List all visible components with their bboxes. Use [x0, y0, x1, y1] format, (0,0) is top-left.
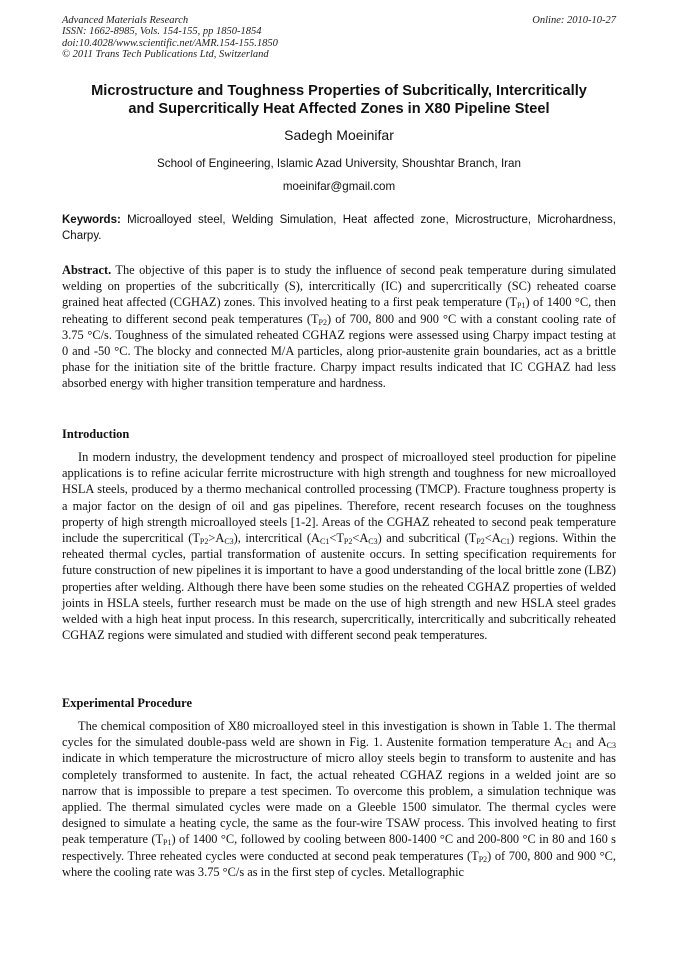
abstract-label: Abstract. — [62, 263, 112, 277]
subscript: P2 — [343, 537, 353, 547]
introduction-paragraph — [62, 449, 616, 643]
author-affiliation: School of Engineering, Islamic Azad University, Shoushtar Branch, Iran — [157, 157, 521, 170]
intro-text: <A — [484, 531, 501, 546]
journal-name: Advanced Materials Research — [62, 15, 189, 26]
exp-text: ) of 1400 °C, followed by cooling between 800-1400 °C and 200-800 °C in 80 and 160 s respectively. Three reheated cycles were conducted at second peak temperatures (T — [62, 832, 616, 863]
subscript: C1 — [319, 537, 330, 547]
exp-text: indicate in which temperature the microstructure of micro alloy steels begin to transform to austenite and has completely transformed to austenite. In fact, the actual reheated CGHAZ regions in a welded joint are so narrow that is impossible to prepare a test specimen. To overcome this problem, a simulation technique was applied. The thermal simulated cycles were made on a Gleeble 1500 simulator. The thermal cycles were designed to simulate a heating cycle, the same as the four-wire TSAW process. This involved heating to first peak temperature (T — [62, 751, 616, 847]
keywords-text: Microalloyed steel, Welding Simulation, Heat affected zone, Microstructure, Microhardness, Charpy. — [62, 214, 616, 242]
title-line-1: Microstructure and Toughness Properties of Subcritically, Intercritically — [91, 83, 587, 99]
subscript: P2 — [478, 854, 488, 864]
doi-line: doi:10.4028/www.scientific.net/AMR.154-155.1850 — [62, 37, 278, 49]
subscript: P1 — [163, 838, 172, 848]
subscript: C3 — [606, 741, 616, 751]
online-date: Online: 2010-10-27 — [532, 15, 616, 26]
intro-text: ), intercritical (A — [233, 531, 320, 546]
intro-text: <A — [352, 531, 369, 546]
issn-line: ISSN: 1662-8985, Vols. 154-155, pp 1850-1854 — [62, 26, 262, 38]
author-name: Sadegh Moeinifar — [284, 127, 394, 143]
paper-title — [56, 82, 622, 118]
abstract-text: ) of 1400 °C, then reheating to different second peak temperatures (T — [62, 295, 616, 326]
subscript: C3 — [224, 537, 234, 547]
intro-text: In modern industry, the development tendency and prospect of microalloyed steel production for pipeline applications is to refine acicular ferrite microstructure with high strength and toughness for new microalloyed HSLA steels, produced by a thermo mechanical controlled processing (TMCP). Fracture toughness property is a major factor on the design of oil and gas pipelines. Therefore, recent research focuses on the toughness property of high strength microalloyed steels [1-2]. Areas of the CGHAZ reheated to second peak temperature include the supercritical (T — [62, 450, 616, 546]
keywords-label: Keywords: — [62, 214, 121, 226]
experimental-heading: Experimental Procedure — [62, 696, 192, 710]
introduction-heading: Introduction — [62, 427, 130, 441]
subscript: P2 — [199, 537, 209, 547]
copyright-line: © 2011 Trans Tech Publications Ltd, Switzerland — [62, 49, 269, 61]
experimental-paragraph — [62, 718, 616, 880]
subscript: C1 — [562, 741, 572, 751]
subscript: C3 — [368, 537, 378, 547]
subscript: P2 — [318, 317, 327, 327]
intro-text: <T — [329, 531, 344, 546]
keywords — [62, 212, 616, 244]
subscript: P2 — [476, 537, 485, 547]
subscript: P1 — [517, 301, 526, 311]
journal-header — [62, 15, 616, 61]
abstract-text: ) of 700, 800 and 900 °C with a constant cooling rate of 3.75 °C/s. Toughness of the simulated reheated CGHAZ regions were assessed using Charpy impact testing at 0 and -50 °C. The blocky and connected M/A particles, along prior-austenite grain boundaries, act as a brittle phase for the initiation site of the brittle fracture. Charpy impact results indicated that IC CGHAZ had less absorbed energy with higher transition temperature and hardness. — [62, 311, 616, 391]
abstract-paragraph — [62, 262, 616, 392]
exp-text: The chemical composition of X80 microalloyed steel in this investigation is shown in Table 1. The thermal cycles for the simulated double-pass weld are shown in Fig. 1. Austenite formation temperature A — [62, 719, 616, 750]
abstract-text: The objective of this paper is to study the influence of second peak temperature during simulated welding on properties of the subcritically (S), intercritically (IC) and supercritically (SC) reheated coarse grained heat affected (CGHAZ) zones. This involved heating to a first peak temperature (T — [62, 263, 616, 310]
title-line-2: and Supercritically Heat Affected Zones in X80 Pipeline Steel — [128, 101, 550, 117]
intro-text: >A — [208, 531, 225, 546]
intro-text: ) and subcritical (T — [377, 531, 477, 546]
subscript: C1 — [500, 537, 511, 547]
exp-text: ) of 700, 800 and 900 °C, where the cooling rate was 3.75 °C/s as in the first step of cycles. Metallographic — [62, 848, 616, 879]
author-email: moeinifar@gmail.com — [282, 180, 396, 193]
exp-text: and A — [571, 735, 607, 750]
intro-text: ) regions. Within the reheated thermal cycles, partial transformation of austenite occurs. In setting specification requirements for future construction of new pipelines it is important to have a good understanding of the local brittle zone (LBZ) properties after welding. Although there have been some studies on the reheated CGHAZ properties of welded joints in HSLA steels, further research must be made on the use of high strength and new HSLA steel grades welded with a high heat input process. In this research, supercritically, intercritically and subcritically reheated CGHAZ regions were simulated and studied with different second peak temperatures. — [62, 531, 616, 643]
